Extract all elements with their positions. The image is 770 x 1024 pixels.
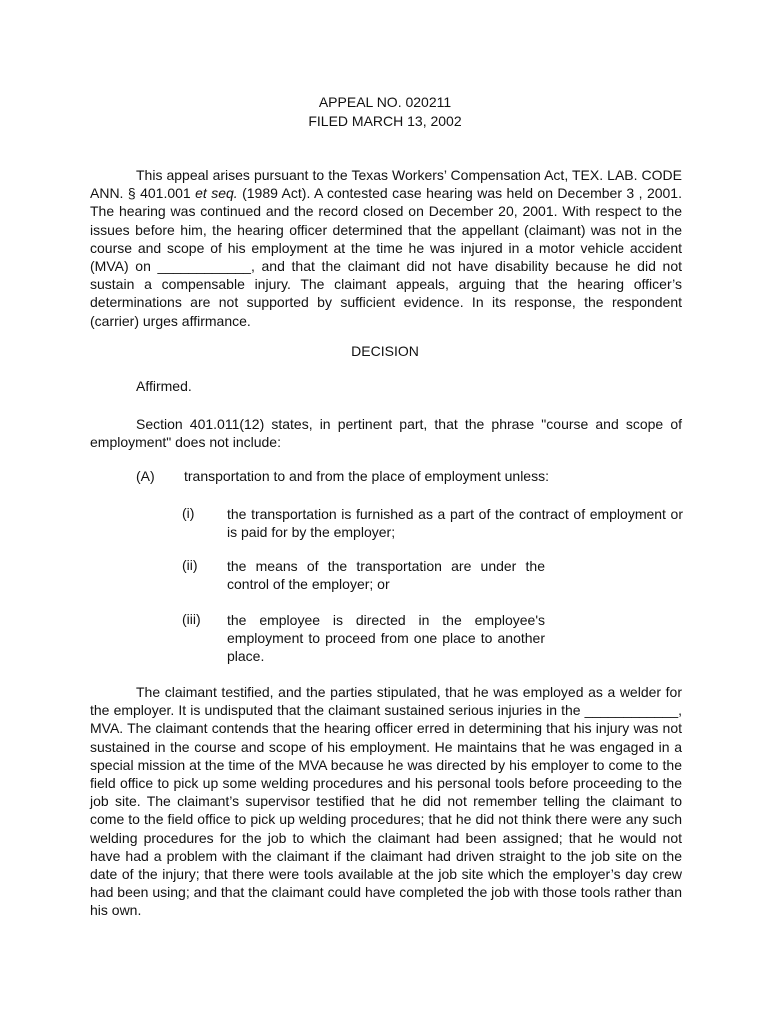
statute-subitem-label: (i) (182, 505, 195, 521)
intro-paragraph (90, 166, 682, 330)
filed-date: FILED MARCH 13, 2002 (308, 113, 462, 129)
statute-item-a-text: transportation to and from the place of employment unless: (184, 468, 549, 484)
intro-rest-text: (1989 Act). A contested case hearing was held on December 3 , 2001. The hearing was continued and the record closed on December 20, 2001. With respect to the issues before him, the hearing officer determined that the appellant (claimant) was not in the course and scope of his employment at the time he was injured in a motor vehicle accident (MVA) on ____________, and that the claimant did not have disability because he did not sustain a compensable injury. The claimant appeals, arguing that the hearing officer’s determinations are not supported by sufficient evidence. In its response, the respondent (carrier) urges affirmance. (90, 185, 682, 329)
statute-subitem-text: the means of the transportation are under the control of the employer; or (227, 558, 545, 593)
facts-text: The claimant testified, and the parties stipulated, that he was employed as a welder for the employer. It is undisputed that the claimant sustained serious injuries in the ____________, MVA. The claimant contends that the hearing officer erred in determining that his injury was not sustained in the course and scope of his employment. He maintains that he was engaged in a special mission at the time of the MVA because he was directed by his employer to come to the field office to pick up some welding procedures and his personal tools before proceeding to the job site. The claimant’s supervisor testified that he did not remember telling the claimant to come to the field office to pick up welding procedures; that he did not think there were any such welding procedures for the job to which the claimant had been assigned; that he would not have had a problem with the claimant if the claimant had driven straight to the job site on the date of the injury; that there were tools available at the job site which the employer’s day crew had been using; and that the claimant could have completed the job with those tools rather than his own. (90, 684, 682, 919)
facts-paragraph (90, 683, 682, 920)
statute-subitem-text: the employee is directed in the employee's employment to proceed from one place to another place. (227, 612, 545, 665)
document-header (0, 93, 770, 131)
intro-text: This appeal arises pursuant to the Texas Workers’ Compensation Act, TEX. LAB. CODE ANN. § 401.001 (90, 167, 682, 202)
section-paragraph (90, 415, 682, 451)
statute-subitem-label: (ii) (182, 557, 198, 573)
statute-subitem-text: the transportation is furnished as a part of the contract of employment or is paid for by the employer; (227, 506, 683, 541)
intro-italic: et seq. (195, 185, 238, 202)
statute-subitem-label: (iii) (182, 611, 201, 627)
statute-item-a-label: (A) (136, 468, 155, 484)
appeal-number: APPEAL NO. 020211 (318, 94, 452, 110)
section-text: Section 401.011(12) states, in pertinent part, that the phrase "course and scope of employment" does not include: (90, 416, 682, 451)
decision-heading: DECISION (351, 343, 419, 359)
affirmed-text: Affirmed. (136, 378, 192, 394)
